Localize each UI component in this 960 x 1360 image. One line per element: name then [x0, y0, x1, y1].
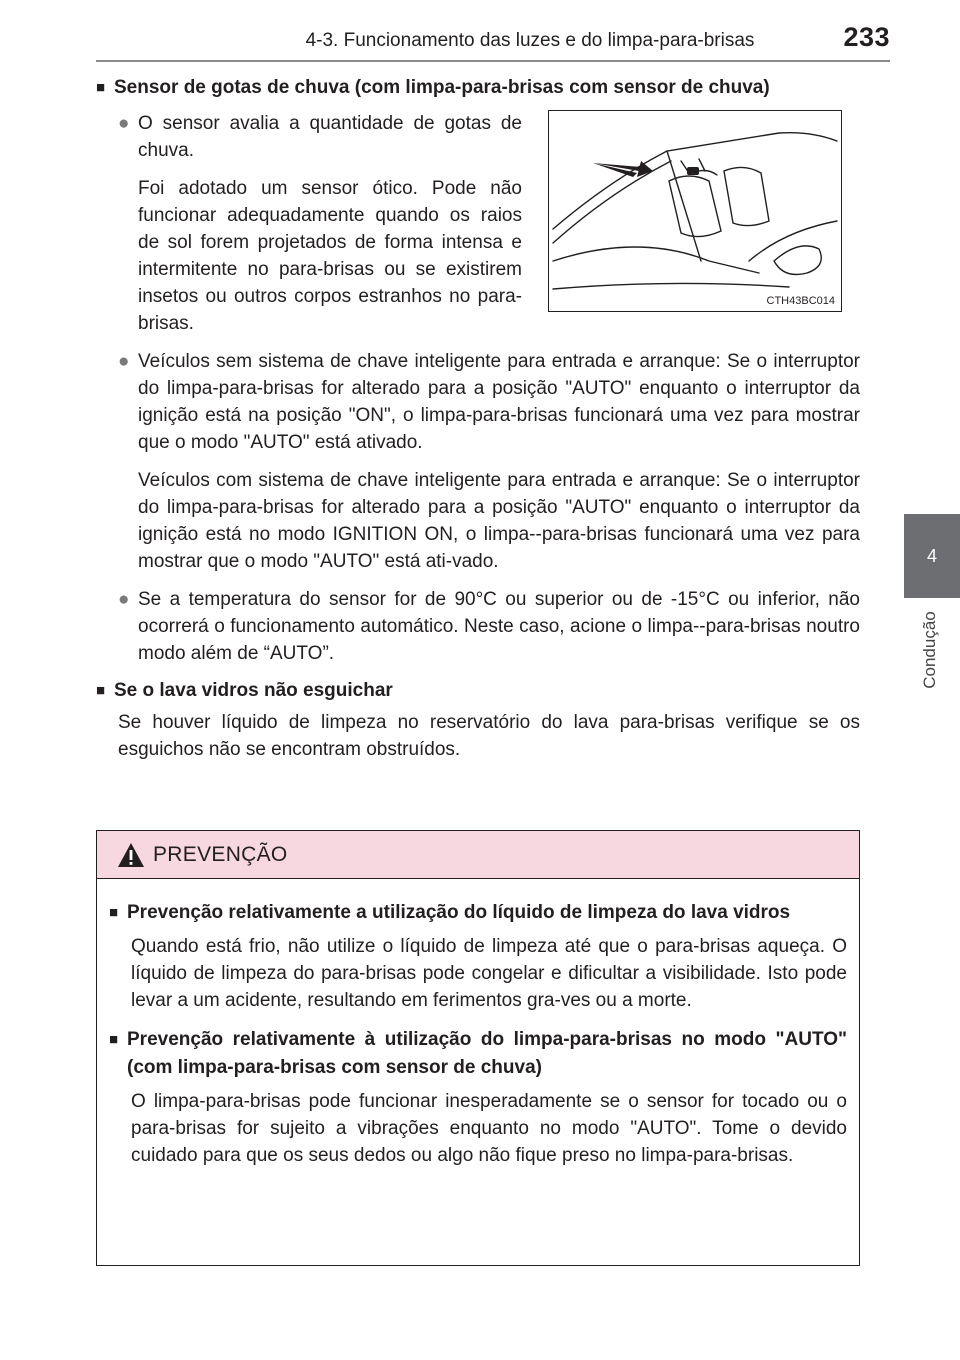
gray-circle-icon: ●: [118, 351, 130, 372]
washer-text: Se houver líquido de limpeza no reservatório do lava para-brisas verifique se os esguichos não se encontram obstruídos.: [118, 712, 860, 760]
car-interior-drawing: [549, 111, 841, 311]
windshield-sensor-illustration: [548, 110, 842, 312]
list-item: [118, 110, 522, 337]
bullet-text-continued: Foi adotado um sensor ótico. Pode não funcionar adequadamente quando os raios de sol forem projetados de forma intensa e intermitente no para-brisas ou se existirem insetos ou outros corpos estranhos no para-brisas.: [138, 178, 522, 334]
warning-item-heading-text: Prevenção relativamente à utilização do limpa-para-brisas no modo "AUTO" (com limpa-para-brisas com sensor de chuva): [127, 1029, 847, 1078]
main-content: [96, 74, 860, 763]
page-number: 233: [843, 22, 890, 52]
black-square-icon: ■: [96, 79, 106, 96]
warning-item-text: Quando está frio, não utilize o líquido de limpeza até que o para-brisas aqueça. O líquido de limpeza do para-brisas pode congelar e dificultar a visibilidade. Isto pode levar a um acidente, resultando em ferimentos gra-ves ou a morte.: [131, 936, 847, 1011]
chapter-label: Condução: [920, 611, 939, 689]
figure-code: CTH43BC014: [766, 295, 835, 307]
header-divider: [96, 60, 890, 62]
section-heading-text: Sensor de gotas de chuva (com limpa-para-brisas com sensor de chuva): [114, 77, 770, 98]
warning-body: [97, 879, 859, 1169]
warning-triangle-icon: [117, 842, 145, 868]
bullet-text: O sensor avalia a quantidade de gotas de chuva.: [138, 113, 522, 161]
section-heading-text: Se o lava vidros não esguichar: [114, 680, 393, 701]
black-square-icon: ■: [109, 1031, 119, 1048]
warning-item-text: O limpa-para-brisas pode funcionar inesperadamente se o sensor for tocado ou o para-brisas for sujeito a vibrações enquanto no modo "AUTO". Tome o devido cuidado para que os seus dedos ou algo não fique preso no limpa-para-brisas.: [131, 1091, 847, 1166]
sensor-description-block: [118, 110, 860, 337]
list-item: [118, 348, 860, 575]
black-square-icon: ■: [96, 682, 106, 699]
warning-box: [96, 830, 860, 1266]
warning-item-heading-text: Prevenção relativamente a utilização do líquido de limpeza do lava vidros: [127, 902, 791, 923]
warning-header: [97, 831, 859, 879]
warning-item-heading: [109, 1026, 847, 1082]
bullet-text: Veículos sem sistema de chave inteligente para entrada e arranque: Se o interruptor do limpa-para-brisas for alterado para a posição "AUTO" enquanto o interruptor da ignição está na posição "ON", o limpa-para-brisas funcionará uma vez para mostrar que o modo "AUTO" está ativado.: [138, 351, 860, 453]
section-heading-washer: [96, 677, 860, 705]
warning-title: PREVENÇÃO: [153, 842, 288, 866]
warning-item-heading: [109, 899, 847, 927]
section-heading-rain-sensor: [96, 74, 860, 102]
bullet-text-continued: Veículos com sistema de chave inteligente para entrada e arranque: Se o interruptor do limpa-para-brisas for alterado para a posição "AUTO" enquanto o interruptor da ignição está no modo IGNITION ON, o limpa--para-brisas funcionará uma vez para mostrar que o modo "AUTO" está ati-vado.: [138, 470, 860, 572]
gray-circle-icon: ●: [118, 113, 130, 134]
header-title: 4-3. Funcionamento das luzes e do limpa-para-brisas: [305, 30, 755, 51]
black-square-icon: ■: [109, 904, 119, 921]
list-item: [118, 586, 860, 667]
gray-circle-icon: ●: [118, 589, 130, 610]
chapter-number: 4: [926, 545, 937, 566]
chapter-tab: [904, 514, 960, 598]
bullet-text: Se a temperatura do sensor for de 90°C ou superior ou de -15°C ou inferior, não ocorrerá o funcionamento automático. Neste caso, acione o limpa--para-brisas noutro modo além de “AUTO”.: [138, 589, 860, 664]
